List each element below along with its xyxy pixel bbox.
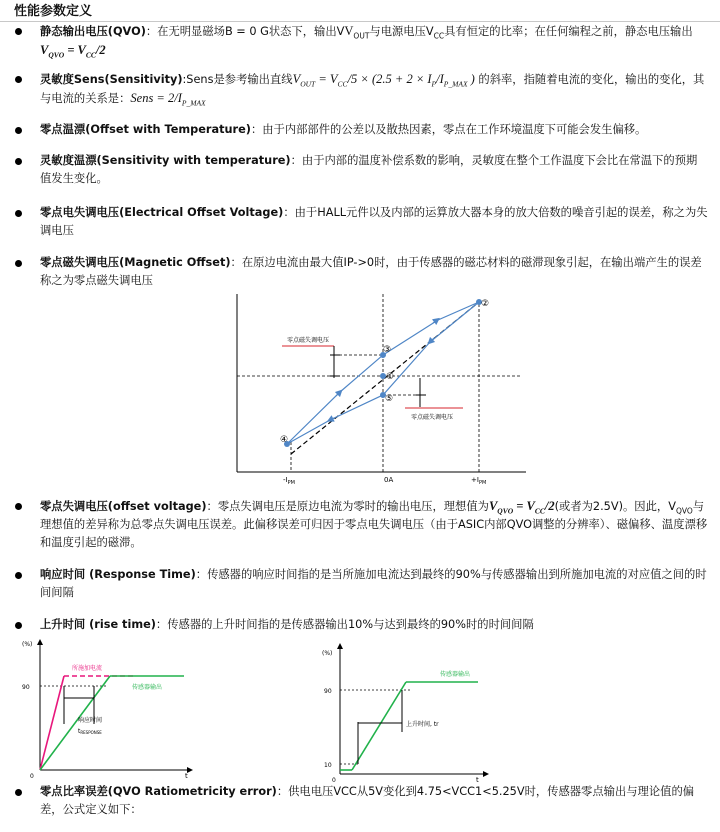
magnetic-offset-label-top: 零点磁失调电压 bbox=[287, 337, 330, 344]
bullet bbox=[15, 503, 22, 510]
bullet bbox=[15, 260, 22, 267]
point-4-label: ④ bbox=[280, 435, 289, 445]
x-t-label: t bbox=[476, 776, 479, 782]
item-label: 零点电失调电压(Electrical Offset Voltage) bbox=[40, 206, 284, 219]
rise-time-figure bbox=[318, 640, 498, 782]
item-magnetic-offset: 零点磁失调电压(Magnetic Offset)：在原边电流由最大值IP->0时，由于传感器的磁芯材料的磁滞现象引起，在输出端产生的误差称之为零点磁失调电压 bbox=[40, 254, 708, 290]
item-label: 静态输出电压(QVO) bbox=[40, 25, 146, 38]
page-title: 性能参数定义 bbox=[14, 4, 93, 19]
applied-current-label: 所施加电流 bbox=[72, 665, 103, 672]
point-5-label: ⑤ bbox=[385, 394, 394, 404]
x-label-zero: 0A bbox=[384, 476, 394, 484]
bullet bbox=[15, 210, 22, 217]
item-electrical-offset: 零点电失调电压(Electrical Offset Voltage)：由于HALL元件以及内部的运算放大器本身的放大倍数的噪音引起的误差，称之为失调电压 bbox=[40, 204, 708, 240]
point-1-label: ① bbox=[386, 372, 395, 382]
point-3-label: ③ bbox=[383, 345, 392, 355]
y-unit-label: (%) bbox=[322, 650, 333, 657]
item-sens-temp: 灵敏度温漂(Sensitivity with temperature)：由于内部的温度补偿系数的影响，灵敏度在整个工作温度下会比在常温下的预期值发生变化。 bbox=[40, 152, 708, 188]
y-90-label: 90 bbox=[22, 684, 30, 691]
x-t-label: t bbox=[185, 772, 188, 778]
item-offset-voltage: 零点失调电压(offset voltage)：零点失调电压是原边电流为零时的输出电压，理想值为$V_{QVO} = V_{CC}/2$(或者为2.5V)。因此，$V_{QVO}$与理想值的差异称为总零点失调电压误差。此偏移误差可归因于零点电失调电压（由于ASIC内部QVO调整的分辨率）、磁偏移、温度漂移和温度引起的磁滞。 bbox=[40, 497, 708, 552]
y-10-label: 10 bbox=[324, 762, 332, 769]
x-label-pos-ipm: $+I_{PM}$ bbox=[471, 476, 487, 486]
t-response-label: tRESPONSE bbox=[78, 728, 102, 735]
item-label: 上升时间 (rise time) bbox=[40, 618, 156, 631]
sensor-output-label: 传感器输出 bbox=[440, 671, 471, 678]
item-label: 零点温漂(Offset with Temperature) bbox=[40, 123, 251, 136]
bullet bbox=[15, 28, 22, 35]
item-label: 灵敏度Sens(Sensitivity) bbox=[40, 73, 183, 86]
item-sensitivity: 灵敏度Sens(Sensitivity):Sens是参考输出直线$V_{OUT} = V_{CC}/5 \times (2.5 + 2 \times I_P/I_{P\_MAX}$ ) 的斜率，指随着电流的变化，输出的变化，其与电流的关系是：Sens = $2/I_{P\_MAX}$ bbox=[40, 70, 708, 108]
item-response-time: 响应时间 (Response Time)：传感器的响应时间指的是当所施加电流达到最终的90%与传感器输出到所施加电流的对应值之间的时间间隔 bbox=[40, 566, 708, 602]
hysteresis-figure bbox=[230, 292, 530, 488]
bullet bbox=[15, 76, 22, 83]
item-label: 响应时间 (Response Time) bbox=[40, 568, 196, 581]
formula-sens: Sens = $2/I_{P\_MAX}$ bbox=[130, 91, 206, 108]
point-2-label: ② bbox=[481, 299, 490, 309]
item-label: 零点比率误差(QVO Ratiometricity error) bbox=[40, 785, 277, 798]
response-time-label: 响应时间 bbox=[78, 717, 103, 724]
sensor-output-label: 传感器输出 bbox=[132, 684, 163, 691]
item-label: 零点磁失调电压(Magnetic Offset) bbox=[40, 256, 231, 269]
item-label: 零点失调电压(offset voltage) bbox=[40, 500, 207, 513]
response-time-figure bbox=[14, 636, 194, 778]
item-qvo: 静态输出电压(QVO)：在无明显磁场B = 0 G状态下，输出$VV_{OUT}$与电源电压$V_{CC}$具有恒定的比率；在任何编程之前，静态电压输出 $V_{QVO} = V_{CC}/2$ bbox=[40, 22, 708, 60]
y-unit-label: (%) bbox=[22, 641, 33, 648]
item-qvo-ratiometricity: 零点比率误差(QVO Ratiometricity error)：供电电压VCC从5V变化到4.75<VCC1<5.25V时，传感器零点输出与理论值的偏差，公式定义如下： bbox=[40, 783, 708, 819]
bullet bbox=[15, 127, 22, 134]
y-0-label: 0 bbox=[30, 773, 34, 778]
formula-qvo: $V_{QVO} = V_{CC}/2$ bbox=[40, 43, 106, 60]
rise-time-label: 上升时间, tr bbox=[406, 721, 439, 728]
item-rise-time: 上升时间 (rise time)：传感器的上升时间指的是传感器输出10%与达到最终的90%时的时间间隔 bbox=[40, 616, 708, 634]
magnetic-offset-label-bottom: 零点磁失调电压 bbox=[411, 414, 454, 421]
bullet bbox=[15, 158, 22, 165]
formula-qvo-ideal: $V_{QVO} = V_{CC}/2$ bbox=[488, 499, 555, 516]
y-90-label: 90 bbox=[324, 688, 332, 695]
item-offset-temp: 零点温漂(Offset with Temperature)：由于内部部件的公差以及散热因素，零点在工作环境温度下可能会发生偏移。 bbox=[40, 121, 708, 139]
y-0-label: 0 bbox=[332, 777, 336, 782]
bullet bbox=[15, 789, 22, 796]
formula-vout: $V_{OUT} = V_{CC}/5 \times (2.5 + 2 \times I_P/I_{P\_MAX}$ ) bbox=[292, 72, 475, 89]
x-label-neg-ipm: $-I_{PM}$ bbox=[283, 476, 295, 486]
bullet bbox=[15, 622, 22, 629]
item-label: 灵敏度温漂(Sensitivity with temperature) bbox=[40, 154, 291, 167]
bullet bbox=[15, 572, 22, 579]
